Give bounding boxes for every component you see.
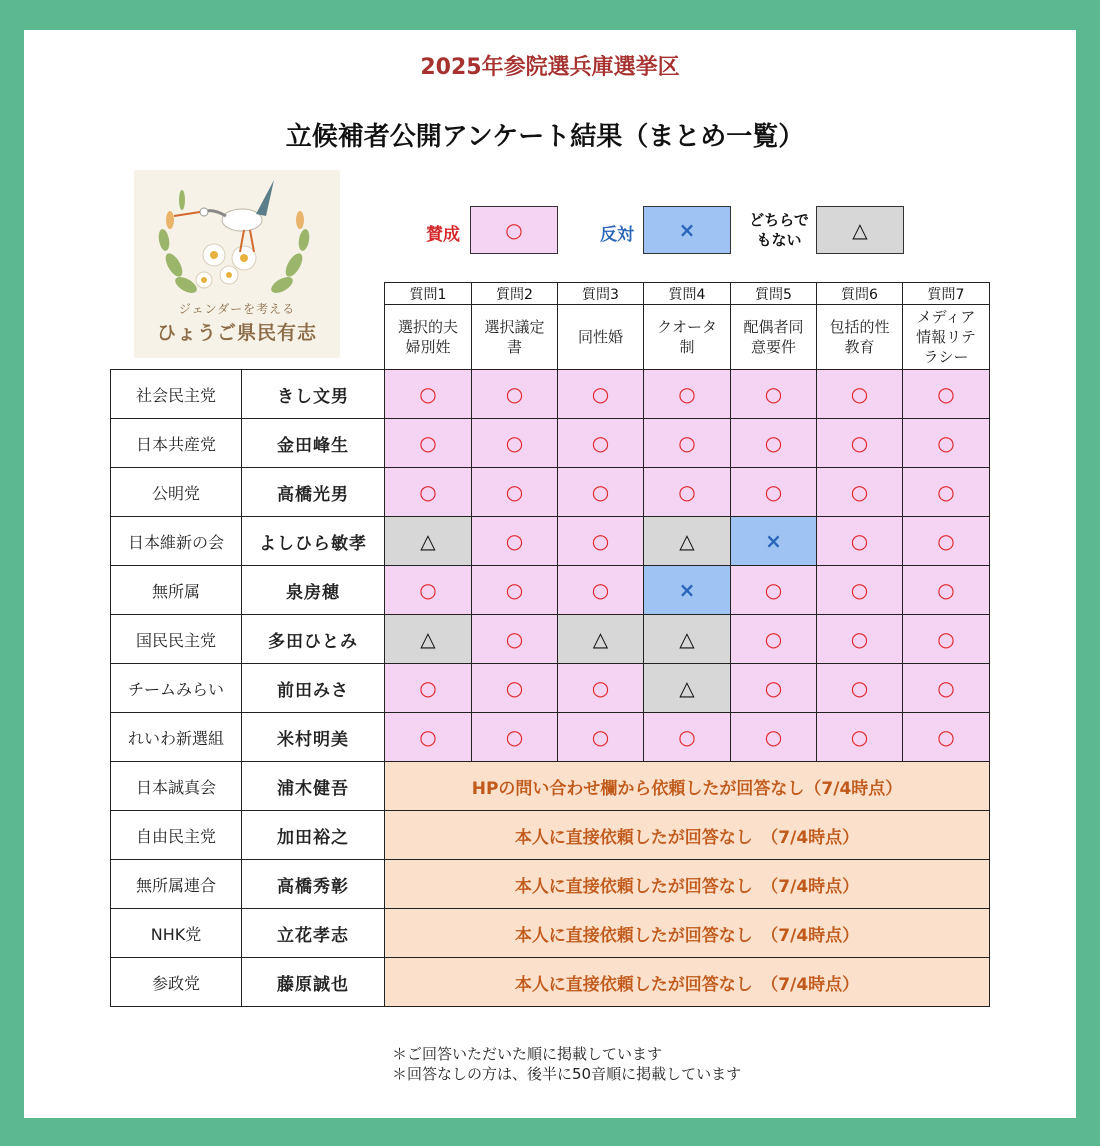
legend-neither-label [744,210,814,250]
answer-cell [903,517,990,566]
circle-icon: ○ [505,218,523,242]
answer-cell [385,370,472,419]
answer-cell [903,615,990,664]
agree-circle-icon: ○ [678,431,696,455]
blank-cell [111,283,385,370]
party-name: 自由民主党 [111,811,242,860]
candidate-name: 立花孝志 [242,909,385,958]
neither-triangle-icon: △ [420,529,436,553]
answer-cell [731,468,817,517]
answer-cell [817,615,903,664]
agree-circle-icon: ○ [591,431,610,455]
answer-cell [558,419,644,468]
agree-circle-icon: ○ [850,578,869,602]
answer-cell [817,713,903,762]
agree-circle-icon: ○ [505,676,524,700]
agree-circle-icon: ○ [505,480,524,504]
no-answer-message: HPの問い合わせ欄から依頼したが回答なし（7/4時点） [385,762,990,811]
agree-circle-icon: ○ [419,725,437,749]
answer-cell [731,370,817,419]
answer-cell [385,615,472,664]
answer-cell [472,468,558,517]
question-name-line: 配偶者同 [743,318,804,336]
candidate-row [111,468,990,517]
answer-cell [903,664,990,713]
legend-agree-label: 賛成 [426,225,460,245]
agree-circle-icon: ○ [505,382,524,406]
agree-circle-icon: ○ [505,431,524,455]
answer-cell [558,370,644,419]
question-name [558,305,644,370]
no-answer-row [111,958,990,1007]
answer-cell [817,664,903,713]
neither-triangle-icon: △ [679,676,695,700]
party-name: 無所属連合 [111,860,242,909]
footnotes [392,1044,741,1084]
legend-agree-box [470,206,558,254]
no-answer-row [111,909,990,958]
agree-circle-icon: ○ [937,676,955,700]
agree-circle-icon: ○ [678,382,696,406]
candidate-name: 前田みさ [242,664,385,713]
answer-cell [644,517,731,566]
agree-circle-icon: ○ [419,676,437,700]
candidate-name: よしひら敏孝 [242,517,385,566]
disagree-cross-icon: × [765,529,782,553]
candidate-name: 金田峰生 [242,419,385,468]
question-name [472,305,558,370]
agree-circle-icon: ○ [764,431,783,455]
page-title: 立候補者公開アンケート結果（まとめ一覧） [285,122,805,152]
agree-circle-icon: ○ [850,627,869,651]
agree-circle-icon: ○ [419,480,437,504]
no-answer-message: 本人に直接依頼したが回答なし （7/4時点） [385,958,990,1007]
answer-cell [731,419,817,468]
answer-cell [558,468,644,517]
question-name [644,305,731,370]
question-name-line: 書 [506,338,522,356]
question-name-line: メディア [916,308,976,326]
answer-cell [644,664,731,713]
candidate-row [111,566,990,615]
party-name: 無所属 [111,566,242,615]
question-number: 質問3 [558,283,644,305]
neither-triangle-icon: △ [679,627,695,651]
answer-cell [731,615,817,664]
answer-cell [903,713,990,762]
question-name [385,305,472,370]
answer-cell [903,468,990,517]
answer-cell [644,566,731,615]
answer-cell [385,468,472,517]
question-number: 質問6 [817,283,903,305]
neither-triangle-icon: △ [420,627,436,651]
question-name-line: 制 [679,338,695,356]
neither-triangle-icon: △ [592,627,609,651]
agree-circle-icon: ○ [678,480,696,504]
answer-cell [472,713,558,762]
logo-text-top: ジェンダーを考える [178,302,296,316]
answer-cell [644,468,731,517]
answer-cell [817,517,903,566]
question-number: 質問1 [385,283,472,305]
footnote: ＊回答なしの方は、後半に50音順に掲載しています [392,1065,742,1083]
agree-circle-icon: ○ [591,578,610,602]
answer-cell [817,370,903,419]
results-table [110,282,990,1007]
party-name: 国民民主党 [111,615,242,664]
legend-disagree-label: 反対 [600,225,634,245]
question-number-row [111,283,990,305]
logo-text-main: ひょうご県民有志 [156,322,317,344]
answer-cell [385,566,472,615]
candidate-row [111,664,990,713]
question-name-line: クオータ [656,318,717,336]
candidate-row [111,419,990,468]
question-name-line: 情報リテ [916,328,976,346]
answer-cell [558,517,644,566]
answer-cell [558,713,644,762]
answer-cell [472,370,558,419]
disagree-cross-icon: × [678,578,696,602]
party-name: チームみらい [111,664,242,713]
no-answer-row [111,811,990,860]
agree-circle-icon: ○ [937,480,955,504]
legend-neither-label-line2: もない [756,231,802,249]
answer-cell [644,713,731,762]
candidate-row [111,370,990,419]
question-name-line: 教育 [844,338,875,356]
agree-circle-icon: ○ [764,627,783,651]
question-name-line: 意要件 [750,338,796,356]
answer-cell [558,664,644,713]
answer-cell [472,517,558,566]
candidate-name: 高橋光男 [242,468,385,517]
question-name [817,305,903,370]
answer-cell [385,713,472,762]
question-name [731,305,817,370]
agree-circle-icon: ○ [591,480,610,504]
agree-circle-icon: ○ [591,529,610,553]
party-name: 公明党 [111,468,242,517]
agree-circle-icon: ○ [505,529,524,553]
agree-circle-icon: ○ [937,431,955,455]
party-name: 日本維新の会 [111,517,242,566]
neither-triangle-icon: △ [679,529,695,553]
legend-neither-label-line1: どちらで [749,211,809,229]
question-number: 質問2 [472,283,558,305]
triangle-icon: △ [852,218,868,242]
agree-circle-icon: ○ [937,578,955,602]
candidate-name: 多田ひとみ [242,615,385,664]
candidate-name: きし文男 [242,370,385,419]
agree-circle-icon: ○ [591,725,610,749]
answer-cell [644,370,731,419]
candidate-name: 高橋秀彰 [242,860,385,909]
answer-cell [903,370,990,419]
agree-circle-icon: ○ [591,676,610,700]
no-answer-message: 本人に直接依頼したが回答なし （7/4時点） [385,909,990,958]
legend-neither-box [816,206,904,254]
legend-disagree-box [643,206,731,254]
agree-circle-icon: ○ [850,676,869,700]
cross-icon: × [678,218,696,242]
agree-circle-icon: ○ [505,725,524,749]
agree-circle-icon: ○ [419,431,437,455]
candidate-name: 加田裕之 [242,811,385,860]
answer-cell [644,615,731,664]
candidate-name: 藤原誠也 [242,958,385,1007]
answer-cell [472,419,558,468]
question-name-line: 包括的性 [829,318,890,336]
agree-circle-icon: ○ [850,529,869,553]
question-name [903,305,990,370]
answer-cell [385,419,472,468]
answer-cell [731,517,817,566]
agree-circle-icon: ○ [591,382,610,406]
candidate-name: 米村明美 [242,713,385,762]
candidate-name: 泉房穂 [242,566,385,615]
party-name: 社会民主党 [111,370,242,419]
page-subtitle: 2025年参院選兵庫選挙区 [420,55,680,80]
question-number: 質問5 [731,283,817,305]
answer-cell [731,713,817,762]
candidate-name: 浦木健吾 [242,762,385,811]
agree-circle-icon: ○ [850,431,869,455]
no-answer-row [111,860,990,909]
agree-circle-icon: ○ [764,676,783,700]
question-number: 質問4 [644,283,731,305]
party-name: 参政党 [111,958,242,1007]
candidate-row [111,713,990,762]
answer-cell [472,615,558,664]
question-name-line: 選択的夫 [397,318,458,336]
answer-cell [817,468,903,517]
party-name: 日本誠真会 [111,762,242,811]
agree-circle-icon: ○ [937,382,955,406]
question-name-line: 婦別姓 [405,338,451,356]
answer-cell [903,419,990,468]
agree-circle-icon: ○ [937,725,955,749]
agree-circle-icon: ○ [419,382,437,406]
party-name: 日本共産党 [111,419,242,468]
answer-cell [817,566,903,615]
answer-cell [558,566,644,615]
agree-circle-icon: ○ [419,578,437,602]
no-answer-message: 本人に直接依頼したが回答なし （7/4時点） [385,811,990,860]
question-number: 質問7 [903,283,990,305]
agree-circle-icon: ○ [937,627,955,651]
agree-circle-icon: ○ [850,480,869,504]
agree-circle-icon: ○ [764,578,783,602]
answer-cell [385,664,472,713]
question-name-line: ラシー [923,348,969,366]
agree-circle-icon: ○ [764,725,783,749]
answer-cell [731,664,817,713]
candidate-row [111,615,990,664]
no-answer-message: 本人に直接依頼したが回答なし （7/4時点） [385,860,990,909]
answer-cell [817,419,903,468]
agree-circle-icon: ○ [937,529,955,553]
answer-cell [558,615,644,664]
question-name-line: 同性婚 [577,328,623,346]
agree-circle-icon: ○ [505,578,524,602]
question-name-line: 選択議定 [484,318,545,336]
answer-cell [472,664,558,713]
agree-circle-icon: ○ [850,725,869,749]
party-name: れいわ新選組 [111,713,242,762]
answer-cell [903,566,990,615]
answer-cell [385,517,472,566]
answer-cell [644,419,731,468]
agree-circle-icon: ○ [764,382,783,406]
agree-circle-icon: ○ [764,480,783,504]
party-name: NHK党 [111,909,242,958]
agree-circle-icon: ○ [505,627,524,651]
footnote: ＊ご回答いただいた順に掲載しています [392,1045,663,1063]
no-answer-row [111,762,990,811]
answer-cell [731,566,817,615]
candidate-row [111,517,990,566]
agree-circle-icon: ○ [678,725,696,749]
agree-circle-icon: ○ [850,382,869,406]
answer-cell [472,566,558,615]
